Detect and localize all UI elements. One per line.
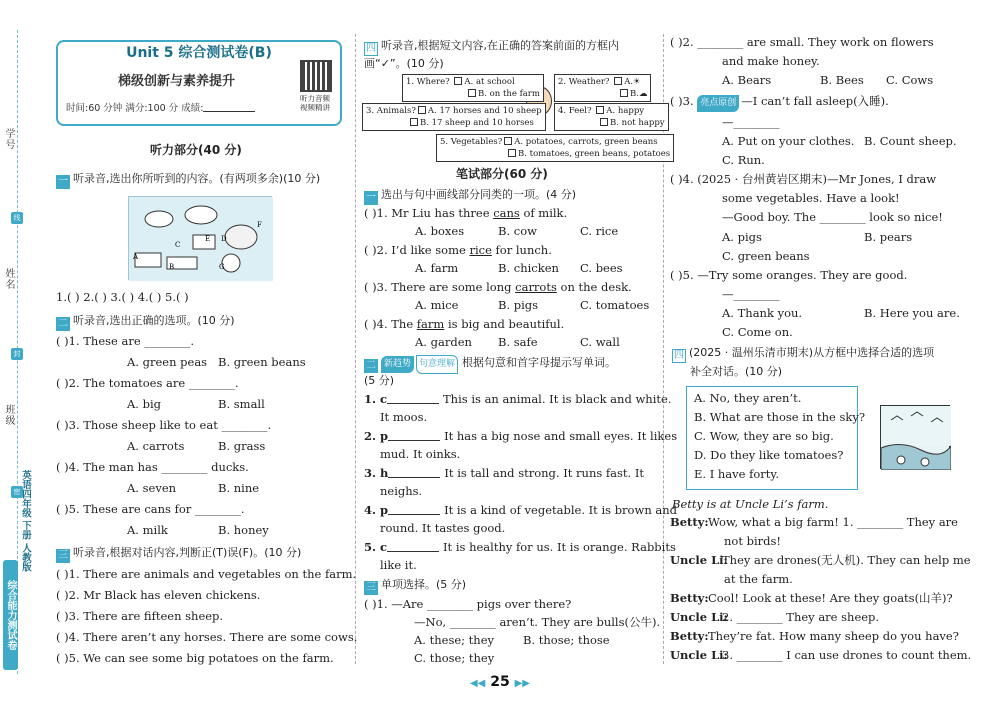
option-item[interactable]: B. What are those in the sky? (694, 410, 866, 424)
question (364, 242, 552, 259)
mc-option[interactable]: A. Put on your clothes. (722, 134, 855, 148)
question: ( )3. Those sheep like to eat ________. (56, 418, 272, 432)
question-text: ( )2. I’d like some (364, 243, 470, 257)
question-prefix: 2. p (364, 429, 389, 443)
option-b[interactable]: B. nine (218, 481, 260, 495)
checkbox[interactable] (468, 89, 476, 97)
mc-option[interactable]: B. pears (864, 230, 913, 244)
section-points: (5 分) (364, 374, 395, 387)
mc-option[interactable]: C. Run. (722, 153, 765, 167)
mc-question (670, 93, 889, 112)
section-title (364, 37, 619, 56)
test-header-card (56, 40, 342, 126)
sun-icon: ☀ (633, 77, 641, 87)
question-text-cont: neighs. (380, 484, 423, 498)
svg-text:A: A (133, 253, 139, 261)
underlined-word: rice (469, 243, 492, 257)
tf-statement: ( )1. There are animals and vegetables on the farm. (56, 567, 357, 581)
section-title-text: 听录音,根据对话内容,判断正(T)误(F)。(10 分) (73, 546, 302, 559)
section-title (672, 344, 934, 363)
dialog-text: not birds! (724, 534, 782, 548)
mc-option[interactable]: A. farm (415, 261, 459, 275)
section-number: 四 (366, 43, 376, 54)
section-title-text: (2025 · 温州乐清市期末)从方框中选择合适的选项 (689, 346, 935, 359)
section-number: 二 (58, 318, 68, 329)
dialog-text: Cool! Look at these! Are they goats(山羊)? (708, 591, 953, 605)
page-footer (0, 674, 1000, 690)
option-a[interactable]: A. big (127, 397, 162, 411)
diagram-where (402, 74, 544, 102)
question-text-cont: round. It tastes good. (380, 521, 506, 535)
mc-option[interactable]: A. boxes (415, 224, 465, 238)
mc-option[interactable]: C. bees (580, 261, 623, 275)
mc-option[interactable]: C. wall (580, 335, 620, 349)
checkbox[interactable] (508, 149, 516, 157)
dialog-text: They are drones(无人机). They can help me (722, 553, 971, 567)
mc-option[interactable]: A. these; they (414, 633, 495, 647)
mc-option[interactable]: A. pigs (722, 230, 762, 244)
option-item[interactable]: C. Wow, they are so big. (694, 429, 834, 443)
svg-text:C: C (175, 241, 181, 249)
answer-blank[interactable] (387, 392, 439, 404)
mc-question: ( )2. ________ are small. They work on flowers (670, 35, 934, 49)
option-label: A. potatoes, carrots, green beans (514, 137, 658, 147)
binding-strip (0, 0, 34, 710)
section-number: 三 (58, 550, 68, 561)
original-tag: 亮点原创 (697, 95, 739, 112)
series-brand: 综合能力测试卷 (3, 560, 18, 670)
listening-heading: 听力部分(40 分) (150, 143, 242, 157)
question (364, 279, 632, 296)
grade-label: 英语四年级 下册 人教版 (20, 470, 31, 572)
dialog-text: Wow, what a big farm! 1. ________ They are (708, 515, 958, 529)
section-number: 三 (366, 582, 376, 593)
answer-blank[interactable] (388, 466, 440, 478)
writing-heading: 笔试部分(60 分) (456, 167, 548, 181)
question-text: It is a kind of vegetable. It is brown and (444, 503, 678, 517)
question-number: ( )3. (670, 94, 694, 108)
mc-option[interactable]: B. Bees (820, 73, 864, 87)
checkbox[interactable] (596, 106, 604, 114)
prev-arrow-icon[interactable]: ◀◀ (469, 678, 486, 689)
option-label: B. 17 sheep and 10 horses (420, 118, 534, 128)
mc-option[interactable]: B. chicken (498, 261, 559, 275)
tf-statement: ( )3. There are fifteen sheep. (56, 609, 224, 623)
dialog-text: 3. ________ I can use drones to count them. (722, 648, 972, 662)
svg-text:D: D (221, 235, 227, 243)
student-no-label: 学号 (3, 128, 14, 150)
section-title-cont: 补全对话。(10 分) (690, 365, 783, 378)
section-number: 二 (366, 360, 376, 371)
section-title-text: 根据句意和首字母提示写单词。 (462, 356, 617, 369)
dialog-text: 2. ________ They are sheep. (722, 610, 880, 624)
question-text: ( )4. The (364, 317, 417, 331)
mc-question-line: and make honey. (722, 54, 820, 68)
section-title-text: 听录音,选出正确的选项。(10 分) (73, 314, 235, 327)
tf-statement: ( )2. Mr Black has eleven chickens. (56, 588, 261, 602)
option-b[interactable]: B. green beans (218, 355, 306, 369)
option-item[interactable]: E. I have forty. (694, 467, 780, 481)
question-text: on the desk. (556, 280, 632, 294)
question-text: This is an animal. It is black and white. (443, 392, 672, 406)
dialog-text: They’re fat. How many sheep do you have? (708, 629, 959, 643)
mc-option[interactable]: C. green beans (722, 249, 810, 263)
qr-caption: 听力音频 视频精讲 (300, 94, 330, 112)
page-number: 25 (490, 674, 510, 690)
option-item[interactable]: D. Do they like tomatoes? (694, 448, 844, 462)
section-title (56, 170, 320, 189)
option-b[interactable]: B. grass (218, 439, 266, 453)
question-prefix: 5. c (364, 540, 388, 554)
mc-option[interactable]: A. garden (415, 335, 472, 349)
fill-question (364, 428, 677, 445)
checkbox[interactable] (504, 137, 512, 145)
question-prefix: 3. h (364, 466, 389, 480)
svg-text:G: G (219, 263, 225, 271)
mc-option[interactable]: B. pigs (498, 298, 539, 312)
svg-text:B: B (169, 263, 175, 271)
trend-tag: 新趋势 (381, 356, 414, 373)
speaker-label: Betty: (670, 629, 709, 643)
listening-diagram (362, 72, 671, 164)
checkbox[interactable] (620, 89, 628, 97)
fill-question (364, 465, 644, 482)
question-text: for lunch. (491, 243, 552, 257)
speaker-label: Betty: (670, 515, 709, 529)
option-a[interactable]: A. green peas (127, 355, 208, 369)
option-label: B. not happy (610, 118, 665, 128)
mc-option[interactable]: B. Here you are. (864, 306, 960, 320)
mc-question-line: —________ (722, 115, 780, 129)
mc-question-line: —No, ________ aren’t. They are bulls(公牛). (414, 615, 661, 629)
section-title (364, 186, 576, 205)
fill-question (364, 539, 676, 556)
option-a[interactable]: A. carrots (127, 439, 185, 453)
option-b[interactable]: B. honey (218, 523, 269, 537)
mc-option[interactable]: C. Cows (886, 73, 934, 87)
mc-option[interactable]: A. mice (415, 298, 459, 312)
mc-option[interactable]: B. safe (498, 335, 538, 349)
fill-question (364, 502, 677, 519)
option-a[interactable]: A. seven (127, 481, 177, 495)
option-label: B. (630, 89, 639, 99)
question: ( )2. The tomatoes are ________. (56, 376, 239, 390)
mc-question-line: —Good boy. The ________ look so nice! (722, 210, 943, 224)
checkbox[interactable] (614, 77, 622, 85)
diagram-animals (362, 103, 546, 131)
tf-statement: ( )4. There aren’t any horses. There are some cows. (56, 630, 358, 644)
section-title (364, 354, 616, 374)
answer-blanks[interactable]: 1.( ) 2.( ) 3.( ) 4.( ) 5.( ) (56, 290, 189, 304)
section-title-text: 听录音,选出你所听到的内容。(有两项多余)(10 分) (73, 172, 321, 185)
diagram-question: 1. Where? (406, 77, 450, 87)
svg-text:F: F (257, 221, 262, 229)
class-label: 班级 (3, 404, 14, 426)
diagram-question: 4. Feel? (558, 106, 592, 116)
question-text: —I can’t fall asleep(入睡). (741, 94, 889, 108)
question-text: It has a big nose and small eyes. It likes (444, 429, 678, 443)
option-label: B. on the farm (478, 89, 540, 99)
section-title-text: 单项选择。(5 分) (381, 578, 467, 591)
farm-illustration-icon (129, 197, 273, 281)
test-title: Unit 5 综合测试卷(B) (126, 45, 272, 61)
checkbox[interactable] (418, 106, 426, 114)
option-label: A. 17 horses and 10 sheep (427, 106, 542, 116)
answer-blank[interactable] (387, 540, 439, 552)
mc-option[interactable]: A. Bears (722, 73, 772, 87)
question-text: It is tall and strong. It runs fast. It (444, 466, 645, 480)
option-label: B. tomatoes, green beans, potatoes (518, 149, 671, 159)
diagram-feel (554, 103, 669, 131)
underlined-word: carrots (515, 280, 557, 294)
section-number: 一 (366, 192, 376, 203)
mc-option[interactable]: B. Count sheep. (864, 134, 957, 148)
drone-picture (880, 405, 950, 469)
name-label: 姓名 (3, 268, 14, 290)
checkbox[interactable] (454, 77, 462, 85)
tf-statement: ( )5. We can see some big potatoes on the farm. (56, 651, 334, 665)
mc-option[interactable]: A. Thank you. (722, 306, 803, 320)
mc-question: ( )1. —Are ________ pigs over there? (364, 597, 572, 611)
question-text: is big and beautiful. (444, 317, 565, 331)
question-text-cont: It moos. (380, 410, 428, 424)
diagram-question: 3. Animals? (366, 106, 416, 116)
option-label: A. (624, 77, 634, 87)
option-item[interactable]: A. No, they aren’t. (694, 391, 802, 405)
section-title (364, 576, 466, 595)
checkbox[interactable] (600, 118, 608, 126)
score-blank (203, 100, 255, 112)
section-title-text: 选出与句中画线部分同类的一项。(4 分) (381, 188, 577, 201)
question-text: ( )3. There are some long (364, 280, 516, 294)
question (364, 205, 567, 222)
test-meta (66, 100, 255, 114)
speaker-label: Uncle Li: (670, 648, 728, 662)
fill-question (364, 391, 671, 408)
section-title-text: 听录音,根据短文内容,在正确的答案前面的方框内 (381, 39, 619, 52)
answer-blank[interactable] (388, 429, 440, 441)
question-prefix: 1. c (364, 392, 388, 406)
mc-option[interactable]: C. tomatoes (580, 298, 650, 312)
mc-question: ( )4. (2025 · 台州黄岩区期末)—Mr Jones, I draw (670, 172, 937, 186)
diagram-question: 5. Vegetables? (440, 137, 503, 147)
speaker-label: Uncle Li: (670, 610, 728, 624)
section-number: 四 (674, 350, 684, 361)
diagram-question: 2. Weather? (558, 77, 610, 87)
checkbox[interactable] (410, 118, 418, 126)
mc-option[interactable]: C. Come on. (722, 325, 793, 339)
underlined-word: cans (493, 206, 520, 220)
svg-text:E: E (205, 235, 211, 243)
cloud-icon: ☁ (638, 89, 648, 99)
cut-mark: 线 (11, 212, 23, 224)
mc-option[interactable]: B. those; those (523, 633, 610, 647)
question-text: of milk. (519, 206, 568, 220)
question-text-cont: like it. (380, 558, 417, 572)
test-subtitle: 梯级创新与素养提升 (118, 74, 236, 89)
skill-tag: 句意理解 (416, 355, 458, 374)
diagram-weather (554, 74, 651, 102)
option-label: A. happy (606, 106, 645, 116)
cut-mark: 密 (11, 486, 23, 498)
mc-question-line: some vegetables. Have a look! (722, 191, 900, 205)
section-title (56, 312, 235, 331)
question (364, 316, 564, 333)
option-b[interactable]: B. small (218, 397, 265, 411)
section-title-cont: 画“✓”。(10 分) (364, 57, 444, 70)
dialog-text: at the farm. (724, 572, 793, 586)
question: ( )1. These are ________. (56, 334, 194, 348)
cut-mark: 封 (11, 348, 23, 360)
mc-option[interactable]: C. rice (580, 224, 619, 238)
speaker-label: Betty: (670, 591, 709, 605)
drone-sky-icon (881, 406, 951, 470)
section-number: 一 (58, 176, 68, 187)
mc-question: ( )5. —Try some oranges. They are good. (670, 268, 908, 282)
section-title (56, 544, 301, 563)
next-arrow-icon[interactable]: ▶▶ (514, 678, 530, 689)
question-text-cont: mud. It oinks. (380, 447, 461, 461)
mc-question-line: —________ (722, 287, 780, 301)
speaker-label: Uncle Li: (670, 553, 728, 567)
question-prefix: 4. p (364, 503, 389, 517)
option-label: A. at school (464, 77, 515, 87)
diagram-vegetables (436, 134, 674, 162)
answer-blank[interactable] (388, 503, 440, 515)
question-text: It is healthy for us. It is orange. Rabbits (443, 540, 676, 554)
dialog-intro: Betty is at Uncle Li’s farm. (672, 497, 829, 511)
meta-text: 时间:60 分钟 满分:100 分 成绩: (66, 103, 204, 114)
farm-picture (128, 196, 272, 280)
question-text: ( )1. Mr Liu has three (364, 206, 494, 220)
question: ( )4. The man has ________ ducks. (56, 460, 249, 474)
option-a[interactable]: A. milk (127, 523, 168, 537)
question: ( )5. These are cans for ________. (56, 502, 245, 516)
qr-code-icon[interactable] (300, 60, 332, 92)
mc-option[interactable]: B. cow (498, 224, 537, 238)
mc-option[interactable]: C. those; they (414, 651, 495, 665)
underlined-word: farm (416, 317, 445, 331)
